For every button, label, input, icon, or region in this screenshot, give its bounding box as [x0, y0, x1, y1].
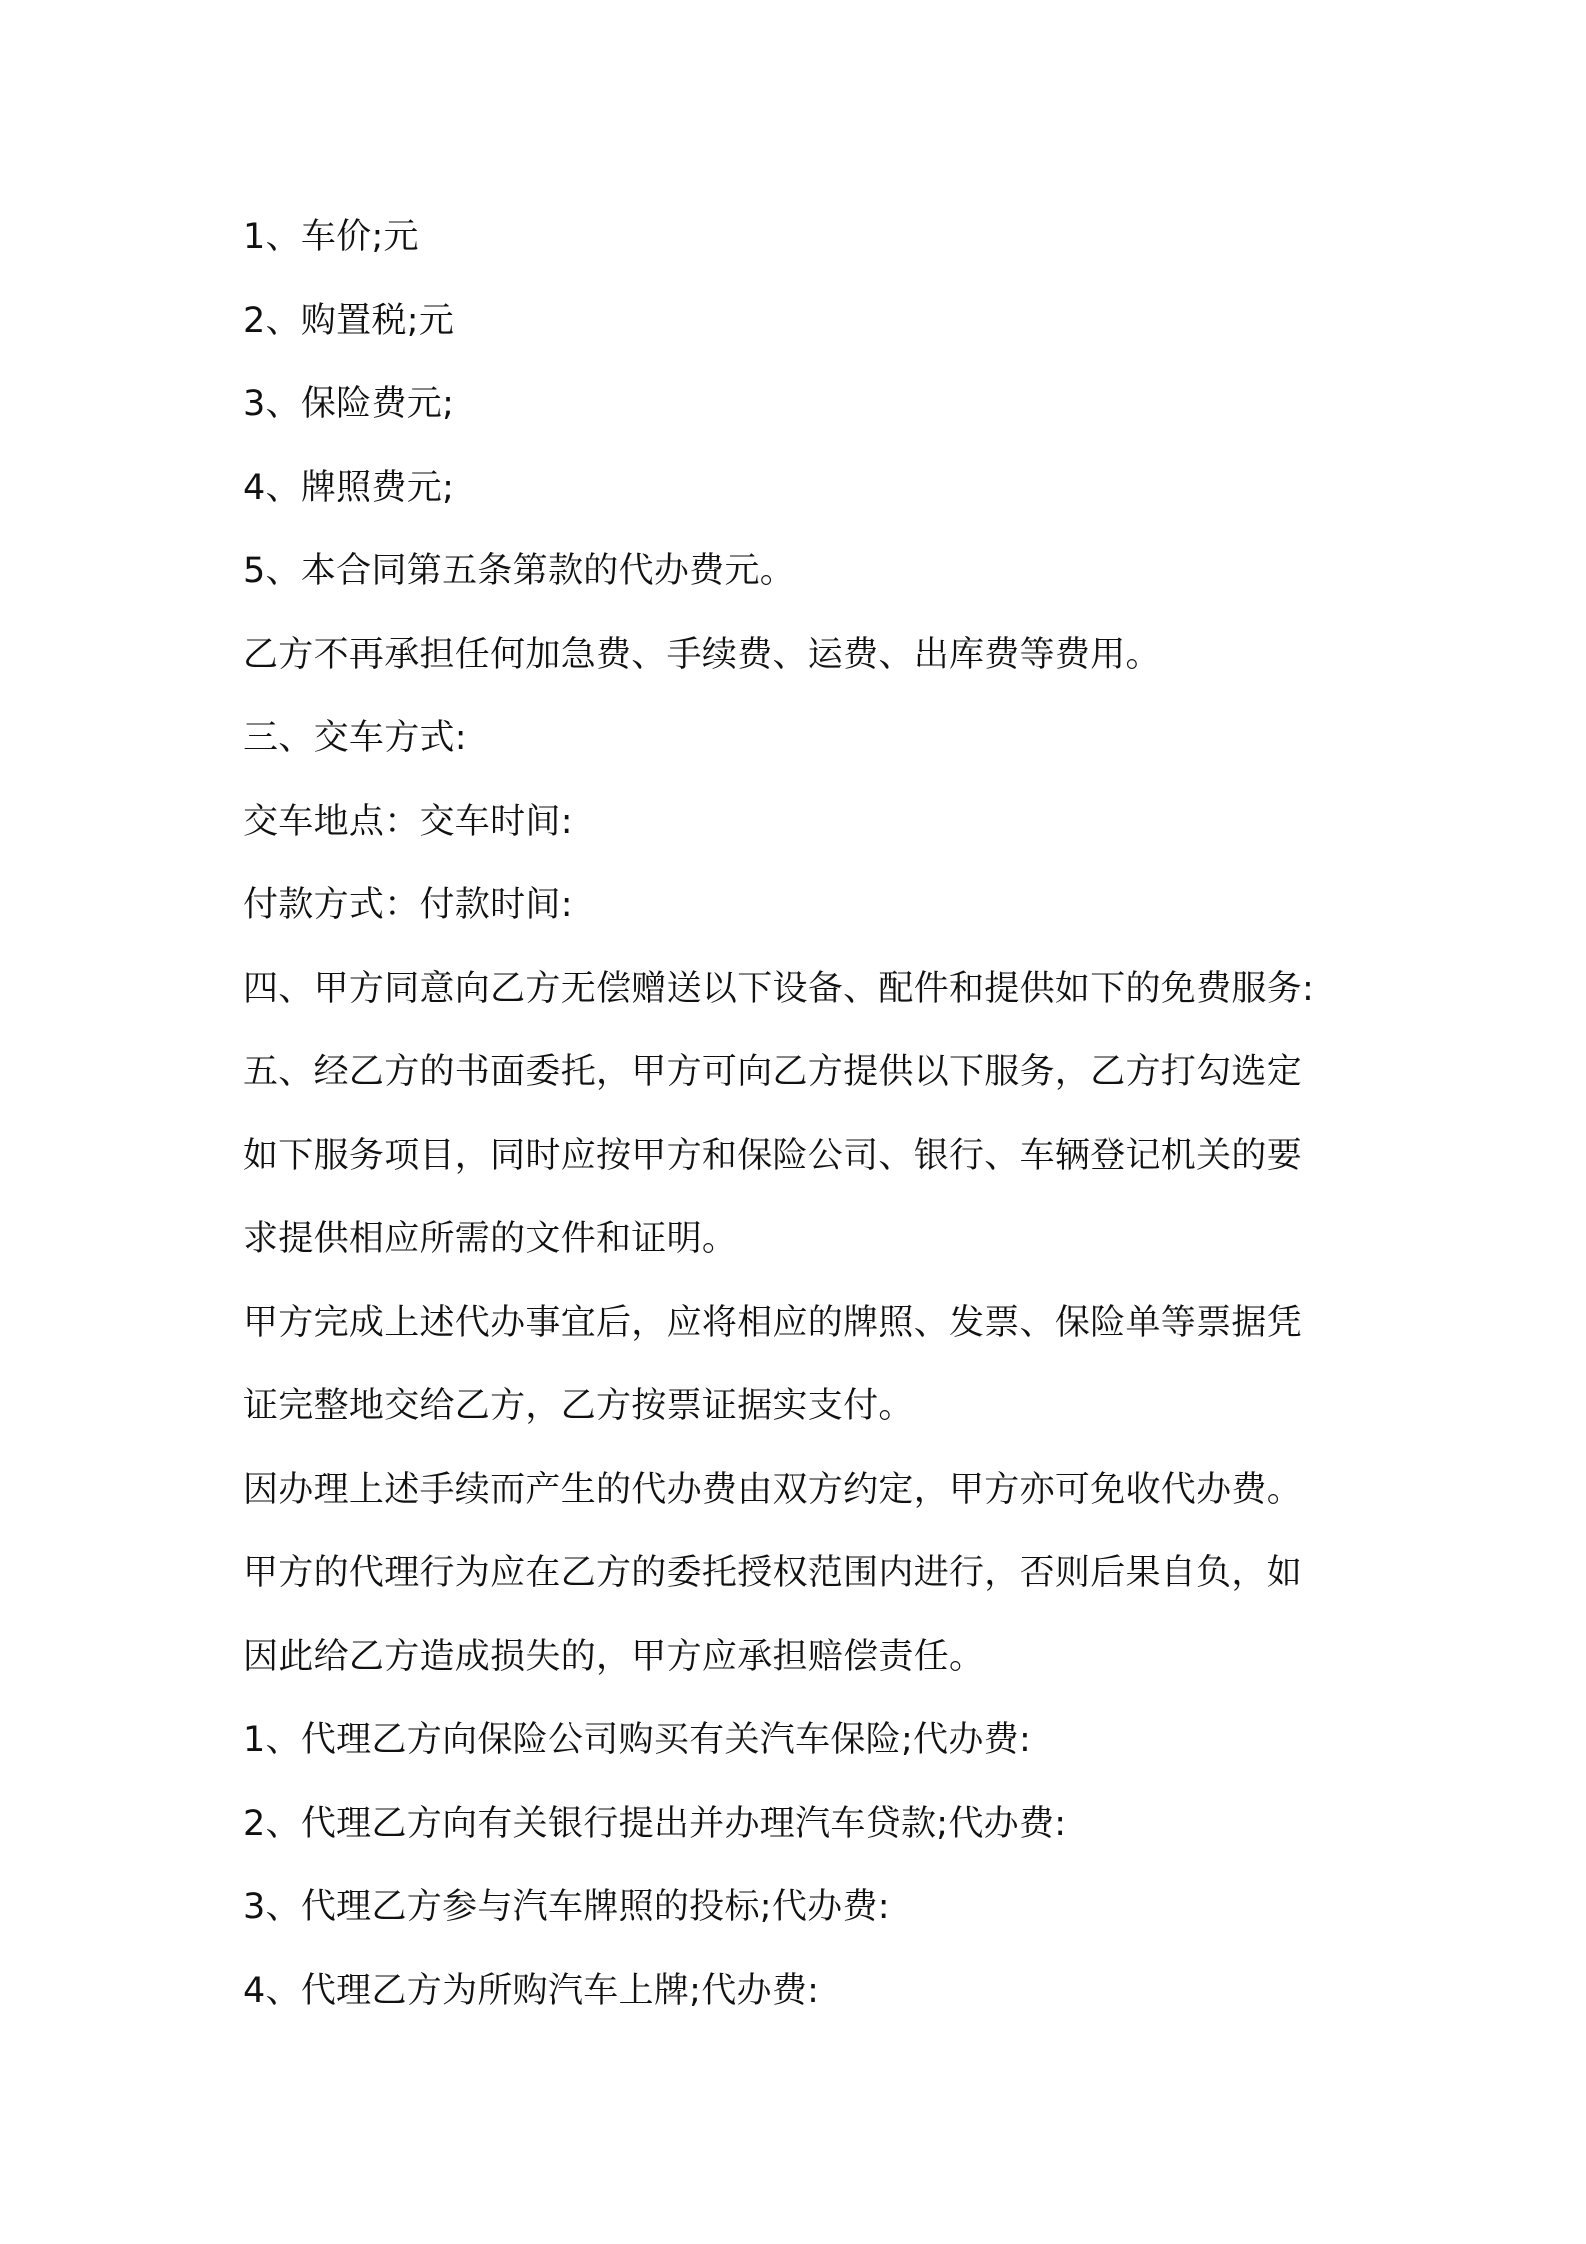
paragraph-documents-line-2: 证完整地交给乙方，乙方按票证据实支付。: [243, 1386, 914, 1426]
paragraph-documents-line-1: 甲方完成上述代办事宜后，应将相应的牌照、发票、保险单等票据凭: [243, 1302, 1303, 1343]
item-insurance-fee: 3、保险费元;: [243, 384, 455, 424]
section-heading-delivery: 三、交车方式:: [243, 718, 467, 758]
section-free-services: 四、甲方同意向乙方无偿赠送以下设备、配件和提供如下的免费服务:: [243, 968, 1315, 1009]
section-agency-services-line-3: 求提供相应所需的文件和证明。: [243, 1219, 738, 1259]
section-agency-services-line-1: 五、经乙方的书面委托，甲方可向乙方提供以下服务，乙方打勾选定: [243, 1052, 1303, 1092]
paragraph-liability-line-2: 因此给乙方造成损失的，甲方应承担赔偿责任。: [243, 1636, 985, 1677]
service-item-insurance: 1、代理乙方向保险公司购买有关汽车保险;代办费:: [243, 1720, 1032, 1760]
service-item-loan: 2、代理乙方向有关银行提出并办理汽车贷款;代办费:: [243, 1803, 1067, 1844]
item-agency-fee: 5、本合同第五条第款的代办费元。: [243, 551, 796, 591]
item-car-price: 1、车价;元: [243, 217, 419, 257]
service-item-registration: 4、代理乙方为所购汽车上牌;代办费:: [243, 1970, 820, 2011]
payment-method-time: 付款方式：付款时间:: [243, 885, 573, 925]
paragraph-agency-fee-agreement: 因办理上述手续而产生的代办费由双方约定，甲方亦可免收代办费。: [243, 1469, 1303, 1510]
delivery-place-time: 交车地点：交车时间:: [243, 801, 573, 842]
item-purchase-tax: 2、购置税;元: [243, 300, 455, 341]
document-body: [243, 196, 1363, 2033]
section-agency-services-line-2: 如下服务项目，同时应按甲方和保险公司、银行、车辆登记机关的要: [243, 1135, 1303, 1176]
item-license-fee: 4、牌照费元;: [243, 467, 455, 508]
paragraph-liability-line-1: 甲方的代理行为应在乙方的委托授权范围内进行，否则后果自负，如: [243, 1553, 1303, 1593]
service-item-plate-bidding: 3、代理乙方参与汽车牌照的投标;代办费:: [243, 1887, 890, 1927]
paragraph-no-extra-fees: 乙方不再承担任何加急费、手续费、运费、出库费等费用。: [243, 634, 1161, 675]
